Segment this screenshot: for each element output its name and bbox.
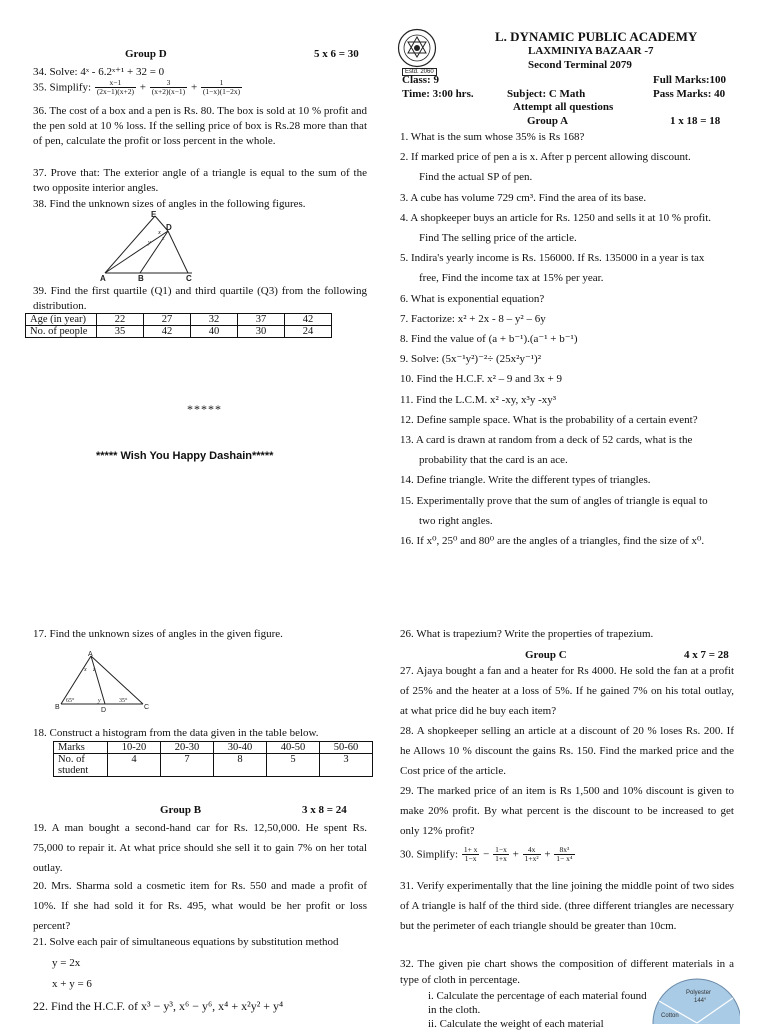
question-19: 19. A man bought a second-hand car for Rs. 12,50,000. He spent Rs. 75,000 to repair it. At what price should she sell it to gain 7% on her total outlay. — [33, 822, 367, 874]
fig17-label-c: C — [144, 704, 150, 711]
figure-17 — [55, 650, 155, 712]
fig38-label-z: z — [162, 235, 165, 242]
group-a-list — [400, 127, 740, 551]
question-20: 20. Mrs. Sharma sold a cosmetic item for Rs. 550 and made a profit of 10%. If she had sold it for Rs. 495, what would be her profit or loss percent? — [33, 880, 367, 932]
fig38-label-c: C — [186, 274, 192, 282]
question-2: 2. If marked price of pen a is x. After p percent allowing discount. — [400, 151, 691, 164]
logo-estd-label: Estd. 2060 — [402, 68, 437, 76]
table-cell: 37 — [238, 314, 285, 326]
question-29: 29. The marked price of an item is Rs 1,500 and 10% discount is given to make 20% profit. By what percent is the discount to be increased to get only 12% profit? — [400, 785, 734, 837]
question-13: 13. A card is drawn at random from a deck of 52 cards, what is the — [400, 434, 693, 447]
question-13-cont: probability that the card is an ace. — [419, 454, 568, 467]
q30-label: 30. Simplify: — [400, 848, 459, 861]
group-c-marks: 4 x 7 = 28 — [684, 649, 729, 661]
question-1: 1. What is the sum whose 35% is Rs 168? — [400, 131, 585, 143]
group-c-title: Group C — [525, 649, 567, 661]
table-cell: 35 — [97, 326, 144, 338]
fig17-label-35: 35° — [119, 698, 128, 704]
q30-frac-4: $\frac{\text{8x³}}{\text{1− x⁴}}$ — [556, 845, 573, 864]
q30-frac-1: $\frac{1+ x}{1-x}$ — [463, 845, 478, 864]
question-22: 22. Find the H.C.F. of x³ − y³, x⁶ − y⁶, x⁴ + x²y² + y⁴ — [33, 999, 284, 1013]
question-15-cont: two right angles. — [419, 514, 493, 527]
table-row — [54, 754, 373, 777]
instruction: Attempt all questions — [513, 101, 614, 113]
school-name: L. DYNAMIC PUBLIC ACADEMY — [495, 29, 698, 44]
question-18: 18. Construct a histogram from the data given in the table below. — [33, 727, 319, 739]
question-8: 8. Find the value of (a + b⁻¹).(a⁻¹ + b⁻¹) — [400, 333, 578, 346]
table-cell: 32 — [191, 314, 238, 326]
school-logo — [397, 28, 437, 68]
table-cell: 40 — [191, 326, 238, 338]
pass-marks: Pass Marks: 40 — [653, 88, 726, 100]
fig38-label-y: y — [148, 239, 151, 246]
question-2-cont: Find the actual SP of pen. — [419, 171, 533, 184]
question-21: 21. Solve each pair of simultaneous equations by substitution method — [33, 936, 339, 948]
group-a-title: Group A — [527, 115, 569, 127]
question-32-ii: ii. Calculate the weight of each material — [428, 1018, 604, 1030]
question-7: 7. Factorize: x² + 2x - 8 – y² – 6y — [400, 312, 546, 325]
q21-eq2: x + y = 6 — [52, 978, 92, 990]
wish-message: ***** Wish You Happy Dashain***** — [96, 450, 274, 462]
question-15: 15. Experimentally prove that the sum of angles of triangle is equal to — [400, 494, 708, 507]
question-5: 5. Indira's yearly income is Rs. 156000. If Rs. 135000 in a year is tax — [400, 252, 705, 265]
question-3: 3. A cube has volume 729 cm³. Find the area of its base. — [400, 191, 647, 204]
fig17-label-65: 65° — [66, 698, 75, 704]
pie-label-144: 144° — [694, 998, 707, 1004]
table-cell: 24 — [285, 326, 332, 338]
question-36: 36. The cost of a box and a pen is Rs. 80. The box is sold at 10 % profit and the pen sold at 10 % loss. If the selling price of box is Rs.28 more than that of pen, calculate the profit or loss percent in the whole. — [33, 105, 367, 147]
table-cell: 7 — [161, 754, 214, 777]
table-row — [26, 326, 332, 338]
question-37: 37. Prove that: The exterior angle of a triangle is equal to the sum of the two opposite interior angles. — [33, 167, 367, 194]
question-32-i: i. Calculate the percentage of each material found in the cloth. — [428, 990, 647, 1016]
q30-frac-3: $\frac{4x}{\text{1+x²}}$ — [524, 845, 539, 864]
group-b-title: Group B — [160, 804, 202, 816]
table-cell: 22 — [97, 314, 144, 326]
table-cell: 3 — [320, 754, 373, 777]
q35-frac-2: $\frac{3}{(x+2)(x-1)}$ — [151, 78, 186, 97]
question-39: 39. Find the first quartile (Q1) and third quartile (Q3) from the following distribution. — [33, 285, 367, 312]
question-31: 31. Verify experimentally that the line joining the middle point of two sides of A triangle is half of the third side. (three different triangles are necessary but the perimeter of each triangle should be greater than 10cm. — [400, 880, 734, 932]
table-cell: 42 — [144, 326, 191, 338]
table-cell: 30-40 — [214, 742, 267, 754]
table-cell: 40-50 — [267, 742, 320, 754]
fig38-label-b: B — [138, 274, 144, 282]
question-4-cont: Find The selling price of the article. — [419, 232, 577, 245]
question-14: 14. Define triangle. Write the different types of triangles. — [400, 474, 651, 487]
group-d-marks: 5 x 6 = 30 — [314, 48, 359, 60]
table-cell: 20-30 — [161, 742, 214, 754]
question-5-cont: free, Find the income tax at 15% per year. — [419, 272, 604, 285]
fig17-label-x: x — [84, 667, 87, 673]
table-row — [26, 314, 332, 326]
stars-divider: ***** — [187, 402, 222, 416]
full-marks: Full Marks:100 — [653, 74, 727, 86]
fig38-label-x: x — [158, 229, 161, 236]
table-cell: Age (in year) — [26, 314, 97, 326]
table-cell: No. of student — [54, 754, 108, 777]
school-address: LAXMINIYA BAZAAR -7 — [528, 45, 654, 57]
table-cell: 42 — [285, 314, 332, 326]
group-a-marks: 1 x 18 = 18 — [670, 115, 721, 127]
pie-label-cotton: Cotton — [661, 1013, 679, 1019]
question-10: 10. Find the H.C.F. x² – 9 and 3x + 9 — [400, 373, 563, 386]
q35-frac-1: $\frac{x-1}{(2x-1)(x+2)}$ — [96, 78, 135, 97]
subject-label: Subject: C Math — [507, 88, 586, 100]
fig38-label-e: E — [151, 210, 157, 219]
table-cell: 50-60 — [320, 742, 373, 754]
table-cell: 27 — [144, 314, 191, 326]
pie-chart — [650, 975, 740, 1024]
fig38-label-a: A — [100, 274, 106, 282]
table-cell: No. of people — [26, 326, 97, 338]
question-26: 26. What is trapezium? Write the properties of trapezium. — [400, 628, 654, 640]
table-18 — [53, 741, 373, 777]
fig17-label-y: y — [98, 698, 101, 704]
question-35: 35. Simplify: $\frac{x-1}{(2x-1)(x+2)}$ + $\frac{3}{(x+2)(x-1)}$ + $\frac{1}{(1-x)(1-2x)}$ — [33, 78, 241, 97]
figure-38 — [100, 210, 205, 282]
table-row — [54, 742, 373, 754]
fig17-label-d: D — [101, 707, 107, 712]
fig38-label-d: D — [166, 223, 172, 232]
table-cell: 8 — [214, 754, 267, 777]
pie-label-polyester: Polyester — [686, 990, 712, 996]
question-11: 11. Find the L.C.M. x² -xy, x³y -xy³ — [400, 393, 557, 406]
table-cell: 10-20 — [108, 742, 161, 754]
fig17-label-a: A — [88, 651, 93, 658]
question-28: 28. A shopkeeper selling an article at a discount of 20 % loses Rs. 200. If he Allows 10 % discount the gains Rs. 150. Find the marked price and the Cost price of the article. — [400, 725, 734, 777]
question-32: 32. The given pie chart shows the composition of different materials in a type of cloth in percentage. — [400, 958, 734, 986]
q21-eq1: y = 2x — [52, 957, 81, 969]
q35-frac-3: $\frac{1}{(1-x)(1-2x)}$ — [202, 78, 241, 97]
table-cell: 5 — [267, 754, 320, 777]
table-cell: 4 — [108, 754, 161, 777]
question-30: 30. Simplify: $\frac{1+ x}{1-x}$ − $\frac{1-x}{1+x}$ + $\frac{4x}{\text{1+x²}}$ + $\frac{\text{8x³}}{\text{1− x⁴}}$ — [400, 845, 573, 864]
q35-label: 35. Simplify: — [33, 81, 92, 94]
exam-title: Second Terminal 2079 — [528, 59, 632, 71]
q30-frac-2: $\frac{1-x}{1+x}$ — [495, 845, 507, 864]
question-27: 27. Ajaya bought a fan and a heater for Rs 4000. He sold the fan at a profit of 25% and the heater at a loss of 5%. If he gained 7% on his total outlay, at what price did he buy each item? — [400, 665, 734, 717]
class-label: Class: 9 — [402, 74, 439, 86]
table-cell: Marks — [54, 742, 108, 754]
question-9: 9. Solve: (5x⁻¹y²)⁻²÷ (25x²y⁻¹)² — [400, 353, 542, 366]
group-b-marks: 3 x 8 = 24 — [302, 804, 347, 816]
question-34: 34. Solve: 4ˣ - 6.2ˣ⁺¹ + 32 = 0 — [33, 66, 165, 78]
time-label: Time: 3:00 hrs. — [402, 88, 474, 100]
question-16: 16. If x⁰, 25⁰ and 80⁰ are the angles of a triangles, find the size of x⁰. — [400, 535, 705, 548]
question-12: 12. Define sample space. What is the probability of a certain event? — [400, 413, 698, 426]
group-d-title: Group D — [125, 48, 167, 60]
question-6: 6. What is exponential equation? — [400, 292, 545, 305]
fig17-label-z: z — [93, 667, 96, 673]
table-39 — [25, 313, 332, 338]
question-17: 17. Find the unknown sizes of angles in the given figure. — [33, 628, 283, 640]
fig17-label-b: B — [55, 704, 60, 711]
question-38: 38. Find the unknown sizes of angles in the following figures. — [33, 198, 306, 210]
question-4: 4. A shopkeeper buys an article for Rs. 1250 and sells it at 10 % profit. — [400, 211, 711, 224]
table-cell: 30 — [238, 326, 285, 338]
